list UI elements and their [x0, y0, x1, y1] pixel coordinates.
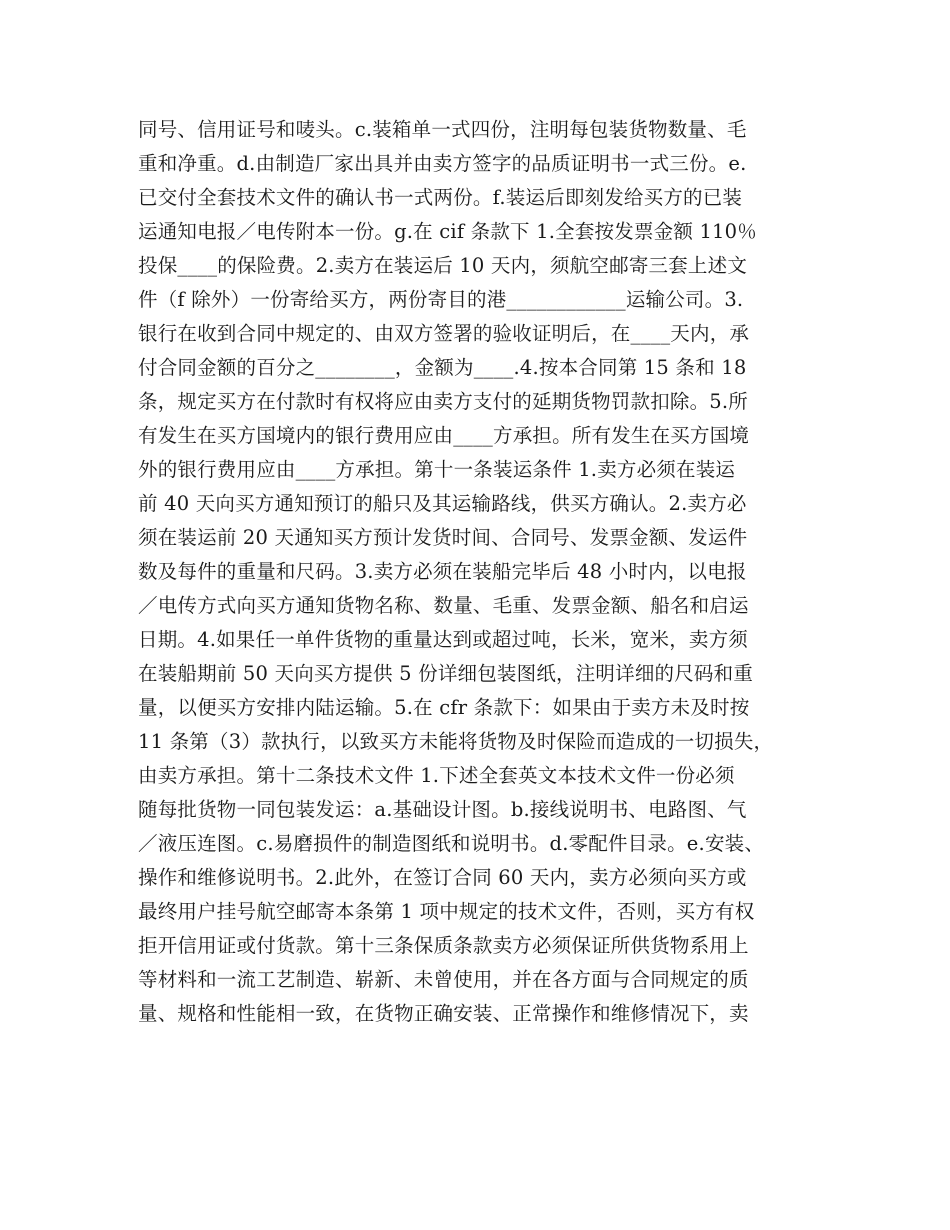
- text-line: 须在装运前 20 天通知买方预计发货时间、合同号、发票金额、发运件: [138, 526, 748, 549]
- text-line: 最终用户挂号航空邮寄本条第 1 项中规定的技术文件，否则，买方有权: [138, 900, 755, 923]
- text-line: 拒开信用证或付货款。第十三条保质条款卖方必须保证所供货物系用上: [138, 934, 749, 957]
- text-line: 量、规格和性能相一致，在货物正确安装、正常操作和维修情况下，卖: [138, 1002, 749, 1025]
- text-line: 件（f 除外）一份寄给买方，两份寄目的港____________运输公司。3.: [138, 288, 744, 311]
- text-line: 由卖方承担。第十二条技术文件 1.下述全套英文本技术文件一份必须: [138, 764, 735, 787]
- text-line: ／液压连图。c.易磨损件的制造图纸和说明书。d.零配件目录。e.安装、: [138, 832, 765, 855]
- text-line: 等材料和一流工艺制造、崭新、未曾使用，并在各方面与合同规定的质: [138, 968, 749, 991]
- text-line: 11 条第（3）款执行，以致买方未能将货物及时保险而造成的一切损失，: [138, 730, 774, 753]
- text-line: 随每批货物一同包装发运：a.基础设计图。b.接线说明书、电路图、气: [138, 798, 747, 821]
- text-line: 银行在收到合同中规定的、由双方签署的验收证明后，在____天内，承: [138, 322, 750, 345]
- text-line: 投保____的保险费。2.卖方在装运后 10 天内，须航空邮寄三套上述文: [138, 254, 748, 277]
- text-line: 外的银行费用应由____方承担。第十一条装运条件 1.卖方必须在装运: [138, 458, 736, 481]
- text-line: 重和净重。d.由制造厂家出具并由卖方签字的品质证明书一式三份。e.: [138, 152, 747, 175]
- text-line: 日期。4.如果任一单件货物的重量达到或超过吨，长米，宽米，卖方须: [138, 628, 749, 651]
- text-line: 运通知电报／电传附本一份。g.在 cif 条款下 1.全套按发票金额 110％: [138, 220, 757, 243]
- text-line: 有发生在买方国境内的银行费用应由____方承担。所有发生在买方国境: [138, 424, 750, 447]
- text-line: 条，规定买方在付款时有权将应由卖方支付的延期货物罚款扣除。5.所: [138, 390, 749, 413]
- text-line: ／电传方式向买方通知货物名称、数量、毛重、发票金额、船名和启运: [138, 594, 749, 617]
- text-line: 已交付全套技术文件的确认书一式两份。f.装运后即刻发给买方的已装: [138, 186, 743, 209]
- text-line: 数及每件的重量和尺码。3.卖方必须在装船完毕后 48 小时内，以电报: [138, 560, 747, 583]
- text-line: 付合同金额的百分之________，金额为____.4.按本合同第 15 条和 18: [138, 356, 747, 379]
- text-line: 同号、信用证号和唛头。c.装箱单一式四份，注明每包装货物数量、毛: [138, 118, 747, 141]
- contract-text-block: [138, 113, 818, 1031]
- text-line: 在装船期前 50 天向买方提供 5 份详细包装图纸，注明详细的尺码和重: [138, 662, 754, 685]
- text-line: 前 40 天向买方通知预订的船只及其运输路线，供买方确认。2.卖方必: [138, 492, 747, 515]
- text-line: 操作和维修说明书。2.此外，在签订合同 60 天内，卖方必须向买方或: [138, 866, 747, 889]
- text-line: 量，以便买方安排内陆运输。5.在 cfr 条款下：如果由于卖方未及时按: [138, 696, 750, 719]
